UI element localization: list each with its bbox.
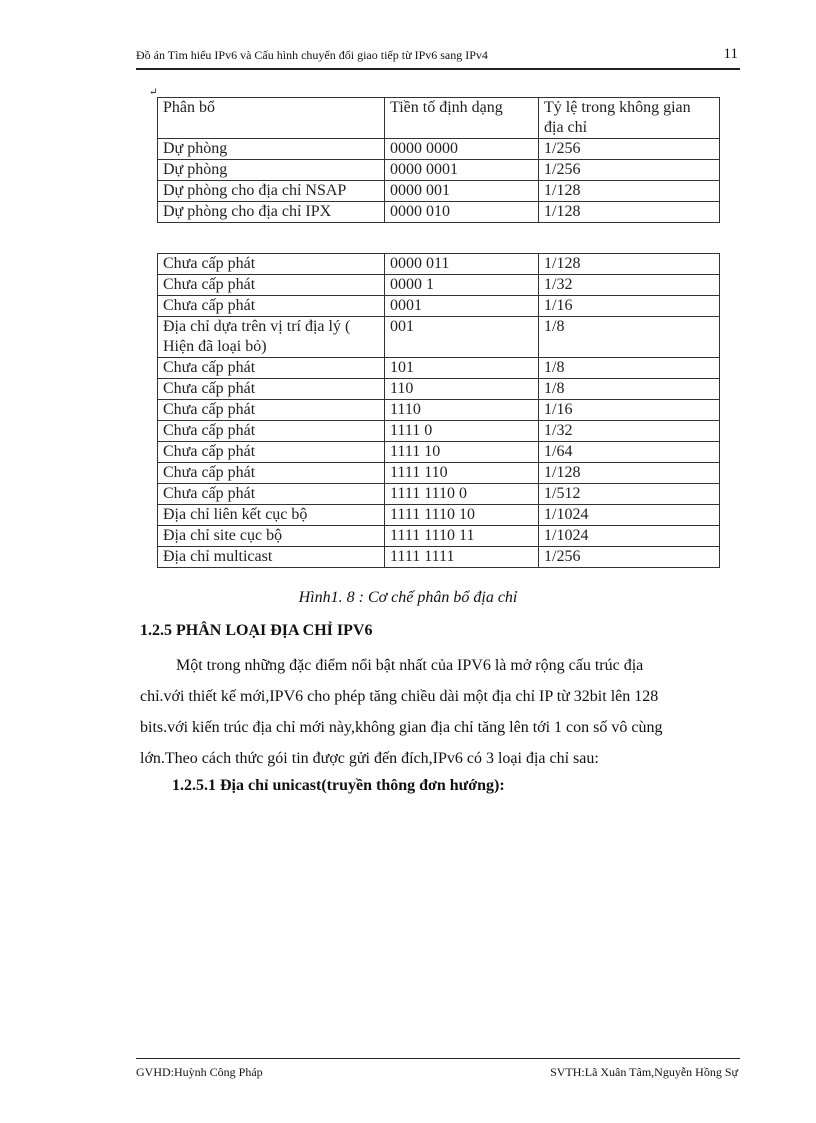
table-cell: 1/1024 [539, 505, 720, 526]
table-cell: 1/32 [539, 421, 720, 442]
table-cell: Chưa cấp phát [158, 442, 385, 463]
table-cell: 1111 0 [385, 421, 539, 442]
table-row [158, 400, 720, 421]
table-row [158, 296, 720, 317]
table-cell: Chưa cấp phát [158, 400, 385, 421]
table-row [158, 181, 720, 202]
page-header [136, 46, 740, 70]
table-cell: 1111 1110 10 [385, 505, 539, 526]
table-cell: 0000 001 [385, 181, 539, 202]
table-cell: 1111 1111 [385, 547, 539, 568]
table-cell: Chưa cấp phát [158, 254, 385, 275]
table-row [158, 139, 720, 160]
table-cell: 0000 011 [385, 254, 539, 275]
table-header-cell: Tiền tố định dạng [385, 98, 539, 139]
table-row [158, 505, 720, 526]
table-cell: Chưa cấp phát [158, 275, 385, 296]
allocation-table-part1 [157, 97, 720, 223]
table-cell: Dự phòng cho địa chỉ IPX [158, 202, 385, 223]
table-row [158, 484, 720, 505]
table-cell: 0001 [385, 296, 539, 317]
table-cell: 101 [385, 358, 539, 379]
table-cell: 1/8 [539, 379, 720, 400]
table-cell: 1/128 [539, 254, 720, 275]
table-cell: 1/1024 [539, 526, 720, 547]
body-paragraph [140, 650, 720, 774]
paragraph-mark: ↵ [149, 87, 158, 98]
paragraph-line: bits.với kiến trúc địa chỉ mới này,không gian địa chỉ tăng lên tới 1 con số vô cùng [140, 719, 663, 736]
table-cell: 1/256 [539, 160, 720, 181]
table-row [158, 202, 720, 223]
table-row [158, 442, 720, 463]
table-cell: 1111 1110 11 [385, 526, 539, 547]
table-row [158, 526, 720, 547]
table-row [158, 463, 720, 484]
table-cell: 1/16 [539, 400, 720, 421]
table-row [158, 547, 720, 568]
table-cell: Chưa cấp phát [158, 358, 385, 379]
table-cell: 1111 1110 0 [385, 484, 539, 505]
table-cell: 1/64 [539, 442, 720, 463]
table-cell: Chưa cấp phát [158, 484, 385, 505]
table-cell: 0000 1 [385, 275, 539, 296]
table-cell: Dự phòng cho địa chỉ NSAP [158, 181, 385, 202]
table-header-row [158, 98, 720, 139]
section-heading: 1.2.5 PHÂN LOẠI ĐỊA CHỈ IPV6 [140, 622, 373, 639]
table-cell: 1/128 [539, 181, 720, 202]
table-cell: 0000 010 [385, 202, 539, 223]
table-cell: Chưa cấp phát [158, 296, 385, 317]
paragraph-line: chỉ.với thiết kế mới,IPV6 cho phép tăng chiều dài một địa chỉ IP từ 32bit lên 128 [140, 688, 659, 705]
paragraph-line: lớn.Theo cách thức gói tin được gửi đến đích,IPv6 có 3 loại địa chỉ sau: [140, 750, 599, 767]
table-cell: 1/256 [539, 139, 720, 160]
table-cell: Địa chỉ multicast [158, 547, 385, 568]
table-row [158, 254, 720, 275]
table-cell: Chưa cấp phát [158, 463, 385, 484]
table-cell: 1110 [385, 400, 539, 421]
table-cell: 1/32 [539, 275, 720, 296]
table-header-cell: Tỷ lệ trong không gian địa chỉ [539, 98, 720, 139]
table-cell: Dự phòng [158, 160, 385, 181]
figure-caption: Hình1. 8 : Cơ chế phân bổ địa chỉ [298, 589, 518, 606]
table-cell: 1/16 [539, 296, 720, 317]
footer-supervisor: GVHD:Huỳnh Công Pháp [136, 1065, 263, 1079]
table-row [158, 275, 720, 296]
allocation-table-part2 [157, 253, 720, 568]
table-row [158, 317, 720, 358]
table-cell: 1/512 [539, 484, 720, 505]
table-cell: 1/256 [539, 547, 720, 568]
table-cell: Chưa cấp phát [158, 421, 385, 442]
page-number: 11 [723, 46, 738, 62]
table-row [158, 379, 720, 400]
table-cell: 1111 10 [385, 442, 539, 463]
table-cell: 1/128 [539, 463, 720, 484]
table-cell: Chưa cấp phát [158, 379, 385, 400]
table-row [158, 160, 720, 181]
table-cell: 1/8 [539, 317, 720, 358]
document-title: Đồ án Tìm hiểu IPv6 và Cấu hình chuyển đổi giao tiếp từ IPv6 sang IPv4 [136, 48, 488, 62]
table-row [158, 358, 720, 379]
page-footer [136, 1058, 740, 1083]
table-cell: 0000 0001 [385, 160, 539, 181]
table-cell: 1/128 [539, 202, 720, 223]
subsection-heading: 1.2.5.1 Địa chỉ unicast(truyền thông đơn hướng): [172, 777, 505, 794]
table-cell: 110 [385, 379, 539, 400]
table-cell: 1111 110 [385, 463, 539, 484]
table-header-cell: Phân bổ [158, 98, 385, 139]
table-cell: 1/8 [539, 358, 720, 379]
table-cell: Dự phòng [158, 139, 385, 160]
table-row [158, 421, 720, 442]
table-cell: 001 [385, 317, 539, 358]
table-cell: Địa chỉ site cục bộ [158, 526, 385, 547]
paragraph-line: Một trong những đặc điểm nổi bật nhất của IPV6 là mở rộng cấu trúc địa [176, 657, 644, 674]
table-cell: 0000 0000 [385, 139, 539, 160]
table-cell: Địa chỉ liên kết cục bộ [158, 505, 385, 526]
table-cell: Địa chỉ dựa trên vị trí địa lý ( Hiện đã loại bỏ) [158, 317, 385, 358]
footer-students: SVTH:Lã Xuân Tâm,Nguyễn Hồng Sự [550, 1065, 738, 1079]
